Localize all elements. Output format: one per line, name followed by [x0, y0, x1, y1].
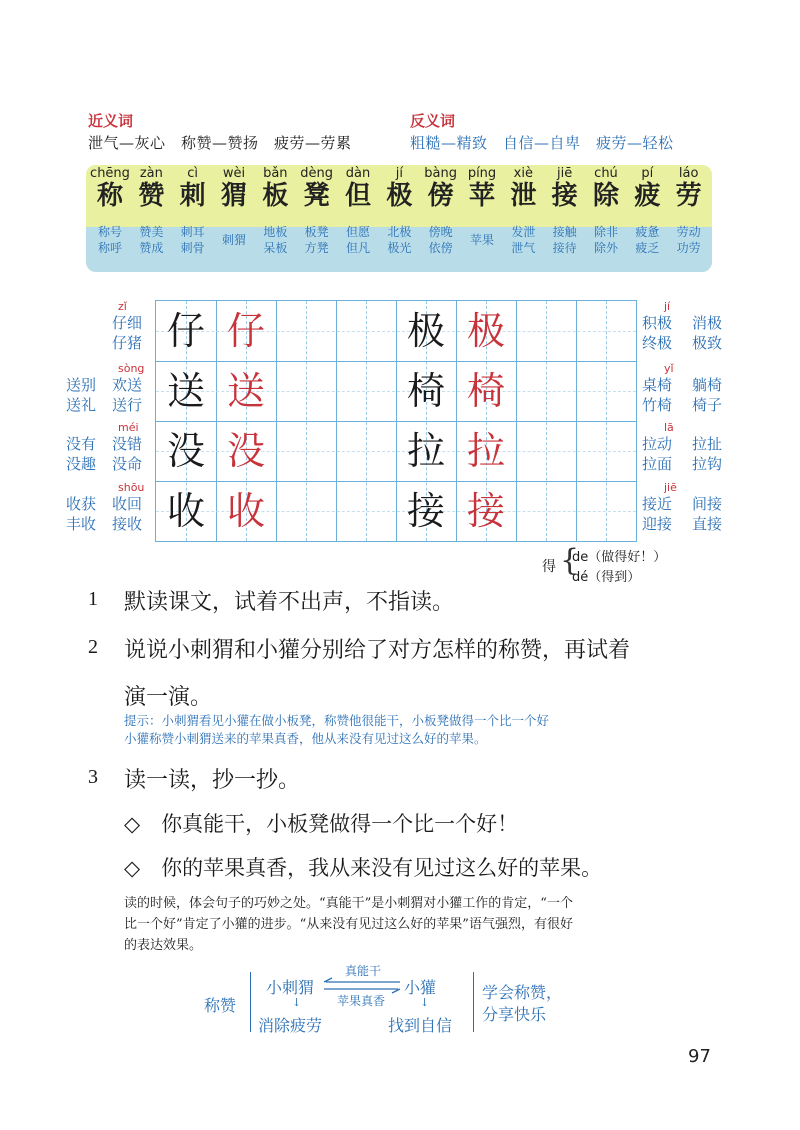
py-yi: yǐ [664, 362, 674, 375]
writing-grid [155, 300, 637, 542]
diagram-bottom-label: 苹果真香 [337, 994, 386, 1008]
vocab-pinyin: pí [641, 166, 654, 181]
vocab-words: 劳动 功劳 [676, 225, 701, 255]
vocab-words: 称号 称呼 [97, 225, 122, 255]
vocab-pinyin: jí [395, 166, 403, 181]
diagram-top-label: 真能干 [345, 964, 382, 978]
brace-icon: { [560, 543, 580, 578]
vocab-pinyin: dàn [345, 166, 371, 181]
q3-text: 读一读，抄一抄。 [124, 768, 301, 793]
vocab-pinyin: bàng [424, 166, 458, 181]
words-la-outer: 拉扯 拉钩 [692, 435, 723, 473]
vocab-pinyin: chēng [90, 166, 130, 181]
vocab-char: 劳 [675, 181, 702, 211]
arrow-down-icon: ↓ [420, 996, 430, 1009]
vocab-char: 刺 [179, 181, 206, 211]
vocab-char: 接 [551, 181, 578, 211]
diagram-left-bracket [250, 972, 251, 1032]
vocab-char: 称 [96, 181, 123, 211]
vocab-item [173, 166, 213, 256]
diagram-arrows [320, 976, 404, 996]
vocab-char: 板 [262, 181, 289, 211]
grid-char-mei-black: 没 [166, 429, 205, 473]
words-mei-inner: 没错 没命 [112, 435, 143, 473]
vocab-item [503, 166, 543, 256]
grid-char-jie-red: 接 [466, 489, 505, 533]
words-yi-outer: 躺椅 椅子 [692, 376, 723, 414]
grid-char-la-black: 拉 [406, 429, 445, 473]
de-char: 得 [542, 559, 556, 575]
vocab-char: 疲 [634, 181, 661, 211]
arrow-down-icon: ↓ [292, 996, 302, 1009]
grid-char-mei-red: 没 [226, 429, 265, 473]
diagram-left-label: 称赞 [204, 996, 237, 1015]
vocab-item [545, 166, 585, 256]
vocab-char: 傍 [427, 181, 454, 211]
py-jie: jiē [664, 481, 677, 494]
vocab-item [131, 166, 171, 256]
grid-char-song-red: 送 [226, 369, 265, 413]
vocab-item [462, 166, 502, 248]
tip-line2: 小獾称赞小刺猬送来的苹果真香，他从来没有见过这么好的苹果。 [124, 731, 487, 746]
vocab-item [421, 166, 461, 256]
vocab-item [90, 166, 130, 256]
vocab-item [669, 166, 709, 256]
words-la-inner: 拉动 拉面 [642, 435, 673, 473]
grid-char-yi-black: 椅 [406, 369, 445, 413]
grid-char-yi-red: 椅 [466, 369, 505, 413]
vocab-item [255, 166, 295, 256]
vocab-pinyin: dèng [300, 166, 334, 181]
diagram-right-2: 分享快乐 [482, 1005, 547, 1024]
vocab-char: 凳 [303, 181, 330, 211]
vocab-words: 除非 除外 [593, 225, 618, 255]
page-number: 97 [688, 1046, 711, 1067]
vocab-pinyin: láo [678, 166, 699, 181]
grid-char-ji-red: 极 [466, 309, 505, 353]
words-mei-outer: 没有 没趣 [66, 435, 97, 473]
vocab-words: 发泄 泄气 [511, 225, 536, 255]
grid-char-zi-black: 仔 [166, 309, 205, 353]
vocab-char: 极 [386, 181, 413, 211]
note-line1: 读的时候，体会句子的巧妙之处。“真能干”是小刺猬对小獾工作的肯定，“一个 [124, 896, 573, 911]
vocab-words: 北极 极光 [387, 225, 412, 255]
vocab-item [338, 166, 378, 256]
vocab-words: 接触 接待 [552, 225, 577, 255]
words-yi-inner: 桌椅 竹椅 [642, 376, 673, 414]
de-reading-1: de（做得好！） [572, 550, 667, 565]
vocab-pinyin: jiē [557, 166, 573, 181]
vocab-item [627, 166, 667, 256]
q2-text-line2: 演一演。 [124, 685, 213, 710]
vocab-words: 傍晚 依傍 [428, 225, 453, 255]
sentence-2: ◇ 你的苹果真香，我从来没有见过这么好的苹果。 [124, 856, 603, 880]
vocab-words: 但愿 但凡 [345, 225, 370, 255]
words-jie-outer: 间接 直接 [692, 495, 723, 533]
words-shou-outer: 收获 丰收 [66, 495, 97, 533]
antonyms-title: 反义词 [410, 112, 456, 130]
grid-char-jie-black: 接 [406, 489, 445, 533]
vocab-words: 赞美 赞成 [139, 225, 164, 255]
vocab-pinyin: zàn [139, 166, 163, 181]
vocab-char: 赞 [138, 181, 165, 211]
py-zi: zǐ [118, 300, 127, 313]
vocab-words: 刺耳 刺骨 [180, 225, 205, 255]
de-reading-2: dé（得到） [572, 570, 641, 585]
words-ji-inner: 积极 终极 [642, 314, 673, 352]
diagram-a-result: 消除疲劳 [258, 1016, 323, 1035]
vocab-pinyin: xiè [513, 166, 533, 181]
vocab-item [297, 166, 337, 256]
diagram-b-result: 找到自信 [388, 1016, 453, 1035]
vocab-pinyin: bǎn [263, 166, 288, 181]
q1-text: 默读课文，试着不出声，不指读。 [124, 590, 455, 615]
vocab-words: 苹果 [469, 233, 494, 247]
py-shou: shōu [118, 481, 145, 494]
vocab-pinyin: chú [594, 166, 618, 181]
vocab-char: 苹 [468, 181, 495, 211]
diagram-b: 小獾 [404, 978, 437, 997]
q3-number: 3 [88, 766, 98, 788]
q2-number: 2 [88, 636, 98, 658]
words-zi-inner: 仔细 仔猪 [112, 314, 143, 352]
synonyms-pairs: 泄气—灰心 称赞—赞扬 疲劳—劳累 [88, 134, 352, 152]
grid-char-zi-red: 仔 [226, 309, 265, 353]
words-shou-inner: 收回 接收 [112, 495, 143, 533]
grid-char-shou-red: 收 [226, 489, 265, 533]
synonyms-title: 近义词 [88, 112, 134, 130]
note-line2: 比一个好”肯定了小獾的进步。“从来没有见过这么好的苹果”语气强烈，有很好 [124, 917, 573, 932]
grid-char-song-black: 送 [166, 369, 205, 413]
words-song-inner: 欢送 送行 [112, 376, 143, 414]
diagram-a: 小刺猬 [266, 978, 315, 997]
vocab-list [90, 166, 710, 271]
diagram-right-1: 学会称赞， [482, 983, 563, 1002]
grid-char-ji-black: 极 [406, 309, 445, 353]
words-ji-outer: 消极 极致 [692, 314, 723, 352]
vocab-char: 泄 [510, 181, 537, 211]
q2-text-line1: 说说小刺猬和小獾分别给了对方怎样的称赞，再试着 [124, 638, 631, 663]
vocab-pinyin: wèi [222, 166, 246, 181]
vocab-char: 但 [344, 181, 371, 211]
vocab-char: 猬 [220, 181, 247, 211]
antonyms-pairs: 粗糙—精致 自信—自卑 疲劳—轻松 [410, 134, 674, 152]
words-jie-inner: 接近 迎接 [642, 495, 673, 533]
py-song: sòng [118, 362, 145, 375]
note-line3: 的表达效果。 [124, 938, 203, 953]
vocab-item [586, 166, 626, 256]
vocab-pinyin: píng [467, 166, 497, 181]
diagram-right-bracket [473, 972, 474, 1032]
vocab-words: 疲惫 疲乏 [635, 225, 660, 255]
sentence-1: ◇ 你真能干，小板凳做得一个比一个好！ [124, 812, 519, 836]
vocab-pinyin: cì [187, 166, 199, 181]
vocab-item [379, 166, 419, 256]
vocab-words: 板凳 方凳 [304, 225, 329, 255]
py-la: lā [664, 421, 674, 434]
grid-char-shou-black: 收 [166, 489, 205, 533]
words-song-outer: 送别 送礼 [66, 376, 97, 414]
q1-number: 1 [88, 588, 98, 610]
py-mei: méi [118, 421, 139, 434]
tip-line1: 提示：小刺猬看见小獾在做小板凳，称赞他很能干，小板凳做得一个比一个好 [124, 713, 550, 728]
vocab-words: 地板 呆板 [263, 225, 288, 255]
vocab-item [214, 166, 254, 248]
vocab-words: 刺猬 [221, 233, 246, 247]
grid-char-la-red: 拉 [466, 429, 505, 473]
py-ji: jí [664, 300, 671, 313]
vocab-char: 除 [592, 181, 619, 211]
